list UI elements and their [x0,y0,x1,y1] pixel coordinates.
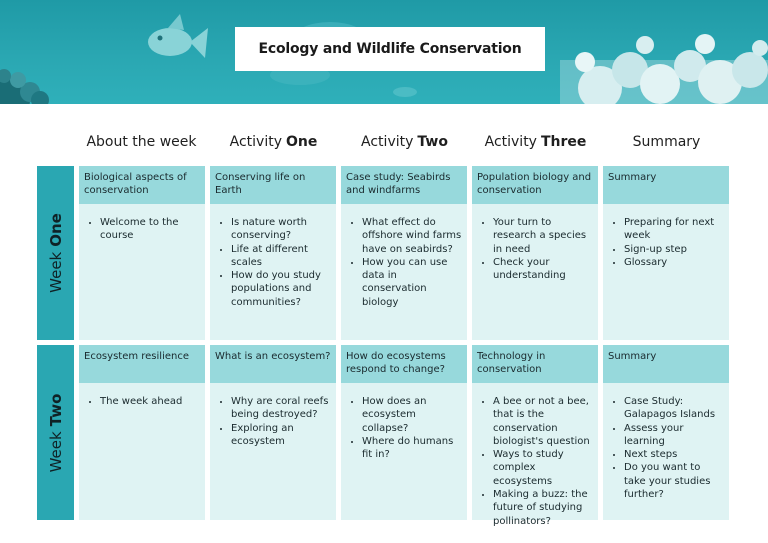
list-item: • Ways to study complex ecosystems [493,448,594,488]
week-two-activity-one-cell [210,345,336,520]
column-header-activity-one [208,134,339,154]
week-one-label [37,166,74,340]
list-item: • How do you study populations and communities? [231,269,332,309]
cell-list [472,383,598,528]
column-header-text: Activity [229,134,282,150]
column-header-activity-three [470,134,601,154]
list-item: • Next steps [624,448,725,461]
week-two-label [37,345,74,520]
list-item: • Why are coral reefs being destroyed? [231,395,332,422]
list-item: • Do you want to take your studies further? [624,461,725,501]
column-header-number: Two [417,134,448,150]
list-item: • How you can use data in conservation biology [362,256,463,309]
list-item: • What effect do offshore wind farms have on seabirds? [362,216,463,256]
cell-title: Population biology and conservation [472,166,598,204]
week-label-number: Two [46,393,65,426]
cell-list [210,383,336,448]
week-two-activity-two-cell [341,345,467,520]
week-one-summary-cell [603,166,729,340]
list-item: • Making a buzz: the future of studying pollinators? [493,488,594,528]
list-item: • Preparing for next week [624,216,725,243]
week-label-text: Week [46,430,65,472]
cell-list [603,383,729,501]
cell-title: Summary [603,345,729,383]
cell-list [472,204,598,282]
cell-title: Ecosystem resilience [79,345,205,383]
list-item: • Glossary [624,256,725,269]
cell-title: How do ecosystems respond to change? [341,345,467,383]
column-header-text: Activity [361,134,414,150]
list-item: • Assess your learning [624,422,725,449]
list-item: • Sign-up step [624,243,725,256]
list-item: • Welcome to the course [100,216,201,243]
page-title: Ecology and Wildlife Conservation [258,41,522,57]
week-one-about-cell [79,166,205,340]
column-header-text: Summary [632,134,701,150]
cell-title: What is an ecosystem? [210,345,336,383]
coral-right-icon [560,34,768,104]
cell-list [341,204,467,309]
week-two-activity-three-cell [472,345,598,527]
list-item: • Where do humans fit in? [362,435,463,462]
list-item: • The week ahead [100,395,201,408]
week-one-activity-one-cell [210,166,336,340]
fish-icon [148,14,208,58]
list-item: • Check your understanding [493,256,594,283]
column-header-activity-two [339,134,470,154]
cell-list [341,383,467,461]
week-label-text: Week [46,251,65,293]
column-header-about [76,134,207,154]
cell-title: Technology in conservation [472,345,598,383]
cell-list [79,204,205,243]
column-header-number: Three [540,134,587,150]
cell-title: Case study: Seabirds and windfarms [341,166,467,204]
title-box [235,27,545,71]
week-one-activity-three-cell [472,166,598,340]
cell-title: Conserving life on Earth [210,166,336,204]
column-header-number: One [285,134,318,150]
list-item: • Is nature worth conserving? [231,216,332,243]
cell-title: Biological aspects of conservation [79,166,205,204]
list-item: • A bee or not a bee, that is the conservation biologist's question [493,395,594,448]
week-label-number: One [46,213,65,247]
cell-list [603,204,729,269]
list-item: • How does an ecosystem collapse? [362,395,463,435]
header-banner [0,0,768,104]
cell-title: Summary [603,166,729,204]
list-item: • Your turn to research a species in need [493,216,594,256]
week-one-activity-two-cell [341,166,467,340]
column-header-summary [601,134,732,154]
week-two-summary-cell [603,345,729,520]
list-item: • Life at different scales [231,243,332,270]
week-two-about-cell [79,345,205,520]
column-header-text: Activity [484,134,537,150]
list-item: • Case Study: Galapagos Islands [624,395,725,422]
column-header-text: About the week [86,134,197,150]
cell-list [79,383,205,408]
list-item: • Exploring an ecosystem [231,422,332,449]
coral-left-icon [0,69,49,104]
cell-list [210,204,336,309]
